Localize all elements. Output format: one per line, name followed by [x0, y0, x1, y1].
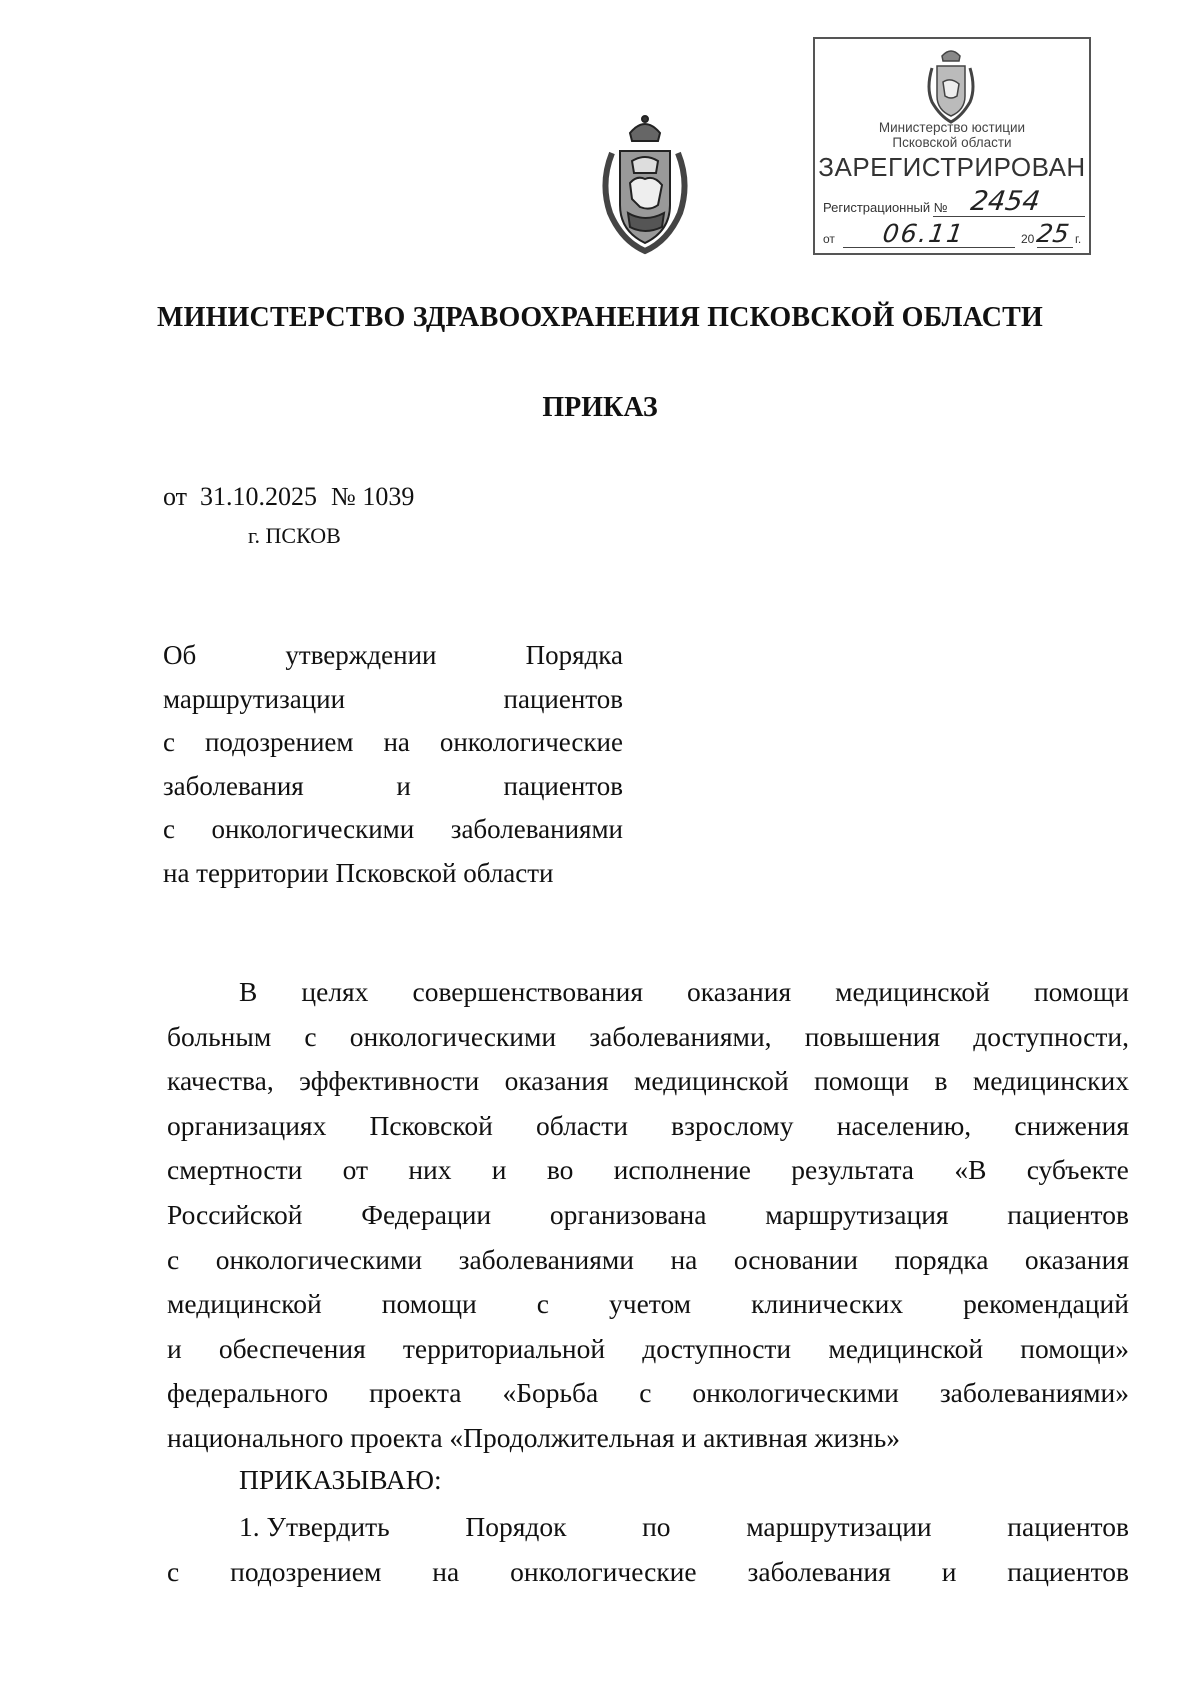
order-city: г. ПСКОВ: [248, 523, 341, 548]
stamp-registration-number-row: [823, 186, 1085, 217]
preamble-word: Федерации: [361, 1198, 492, 1230]
preamble-word: оказания: [504, 1065, 609, 1097]
item1-word: и: [941, 1555, 957, 1587]
preamble-word: области: [536, 1109, 628, 1141]
stamp-ministry-name: [815, 120, 1089, 150]
preamble-word: рекомендаций: [963, 1288, 1129, 1320]
preamble-line: [167, 1059, 1129, 1104]
stamp-ministry-line2: Псковской области: [892, 135, 1012, 150]
preamble-word: порядка: [894, 1243, 989, 1275]
subject-word: с: [163, 727, 175, 758]
preamble-word: населению,: [836, 1109, 972, 1141]
subject-word: Порядка: [525, 640, 623, 670]
preamble-word: маршрутизация: [765, 1198, 949, 1230]
subject-word: подозрением: [204, 727, 354, 758]
stamp-ministry-line1: Министерство юстиции: [878, 120, 1026, 135]
subject-line: [163, 765, 623, 809]
item1-word: заболевания: [747, 1555, 891, 1587]
preamble-word: субъекте: [1026, 1154, 1129, 1186]
preamble-word: помощи: [1033, 976, 1129, 1007]
preamble-word: заболеваниями,: [589, 1020, 772, 1052]
subject-line: [163, 808, 623, 852]
preamble-word: заболеваниями: [458, 1243, 634, 1275]
preamble-word: с: [639, 1377, 652, 1409]
preamble-line: [167, 1193, 1129, 1238]
preamble-word: исполнение: [613, 1154, 751, 1186]
preamble-word: с: [536, 1288, 549, 1320]
preamble-line: [167, 1327, 1129, 1372]
subject-last-line: на территории Псковской области: [163, 857, 554, 888]
item1-word: маршрутизации: [746, 1511, 932, 1542]
coat-of-arms-emblem: [592, 113, 698, 255]
stamp-date-row: [823, 219, 1085, 248]
preamble-word: «В: [954, 1154, 987, 1186]
subject-word: с: [163, 814, 175, 845]
order-number: № 1039: [331, 482, 415, 511]
document-type-title: ПРИКАЗ: [542, 392, 658, 423]
item1-word: Порядок: [465, 1511, 567, 1542]
preamble-line: [167, 1148, 1129, 1193]
preamble-word: обеспечения: [218, 1332, 366, 1364]
preamble-word: помощи: [381, 1288, 477, 1320]
item1-word: с: [167, 1555, 180, 1587]
preamble-word: совершенствования: [412, 976, 643, 1007]
preamble-word: и: [167, 1332, 182, 1364]
stamp-coat-of-arms-icon: [922, 44, 980, 124]
preamble-word: больным: [167, 1020, 272, 1052]
item1-word: пациентов: [1007, 1511, 1129, 1542]
preamble-word: и: [491, 1154, 507, 1186]
preamble-word: медицинской: [633, 1065, 789, 1097]
subject-word: заболеваниями: [450, 814, 623, 845]
preamble-word: оказания: [687, 976, 792, 1007]
preamble-word: качества,: [167, 1065, 274, 1097]
preamble-line: [167, 1238, 1129, 1283]
preamble-word: медицинских: [972, 1065, 1129, 1097]
preamble-word: в: [934, 1065, 948, 1097]
preamble-word: Российской: [167, 1198, 303, 1230]
subject-word: Об: [163, 640, 197, 670]
preamble-word: доступности: [642, 1332, 792, 1364]
stamp-reg-number: 2454: [968, 186, 1042, 217]
preamble-word: повышения: [804, 1020, 941, 1052]
order-date-number: [163, 482, 414, 512]
preamble-word: во: [546, 1154, 574, 1186]
preamble-word: с: [304, 1020, 317, 1052]
preamble-line: [167, 1371, 1129, 1416]
preamble-word: смертности: [167, 1154, 303, 1186]
subject-word: пациентов: [503, 683, 623, 714]
preamble-word: заболеваниями»: [939, 1377, 1129, 1409]
subject-word: на: [383, 727, 410, 758]
item1-word: по: [642, 1511, 671, 1542]
preamble-line: [167, 970, 1129, 1015]
item1-word: 1. Утвердить: [239, 1511, 390, 1542]
preamble-word: онкологическими: [215, 1243, 423, 1275]
preamble-line: [167, 1104, 1129, 1149]
preamble-word: В: [239, 976, 258, 1007]
item1-word: онкологические: [510, 1555, 697, 1587]
subject-word: пациентов: [503, 770, 623, 801]
preamble-line: [167, 1015, 1129, 1060]
preamble-word: помощи: [814, 1065, 910, 1097]
preamble-word: медицинской: [828, 1332, 984, 1364]
preamble-word: основании: [733, 1243, 858, 1275]
decree-heading: ПРИКАЗЫВАЮ:: [239, 1464, 442, 1495]
preamble-word: результата: [791, 1154, 915, 1186]
preamble-last-line: национального проекта «Продолжительная и активная жизнь»: [167, 1421, 901, 1453]
stamp-year-suffix: 25: [1034, 219, 1071, 248]
preamble-word: организована: [549, 1198, 707, 1230]
ministry-title: МИНИСТЕРСТВО ЗДРАВООХРАНЕНИЯ ПСКОВСКОЙ ОБЛАСТИ: [156, 302, 1044, 333]
order-date: от 31.10.2025: [163, 482, 318, 511]
subject-word: заболевания: [163, 770, 304, 801]
preamble-word: медицинской: [835, 976, 990, 1007]
registration-stamp: [813, 37, 1091, 255]
item1-line: [167, 1505, 1129, 1550]
preamble-word: клинических: [751, 1288, 904, 1320]
item1-word: на: [432, 1555, 460, 1587]
preamble-word: оказания: [1024, 1243, 1129, 1275]
preamble-word: эффективности: [299, 1065, 480, 1097]
stamp-year-unit: г.: [1075, 232, 1082, 246]
subject-line: [163, 678, 623, 722]
preamble-word: целях: [301, 976, 369, 1007]
preamble-word: онкологическими: [692, 1377, 899, 1409]
subject-word: утверждении: [285, 640, 437, 670]
preamble-paragraph: [167, 970, 1129, 1461]
subject-line: [163, 634, 623, 678]
preamble-word: от: [342, 1154, 369, 1186]
subject-word: маршрутизации: [163, 683, 346, 714]
subject-line: [163, 721, 623, 765]
subject-word: онкологические: [439, 727, 623, 758]
preamble-word: помощи»: [1020, 1332, 1129, 1364]
item1-word: подозрением: [230, 1555, 382, 1587]
preamble-word: медицинской: [167, 1288, 322, 1320]
order-item-1: [167, 1505, 1129, 1594]
preamble-word: Псковской: [369, 1109, 493, 1141]
item1-word: пациентов: [1007, 1555, 1129, 1587]
preamble-word: с: [167, 1243, 180, 1275]
item1-line: [167, 1550, 1129, 1595]
preamble-word: учетом: [609, 1288, 692, 1320]
preamble-word: территориальной: [402, 1332, 606, 1364]
preamble-word: онкологическими: [349, 1020, 557, 1052]
stamp-date-value: 06.11: [880, 219, 967, 248]
stamp-date-label: от: [823, 232, 835, 246]
preamble-line: [167, 1282, 1129, 1327]
preamble-word: снижения: [1014, 1109, 1129, 1141]
stamp-year-prefix: 20: [1021, 232, 1035, 246]
preamble-word: пациентов: [1007, 1198, 1129, 1230]
subject-word: онкологическими: [211, 814, 415, 845]
preamble-word: доступности,: [973, 1020, 1129, 1052]
stamp-reg-label: Регистрационный №: [823, 200, 948, 215]
preamble-word: взрослому: [671, 1109, 794, 1141]
preamble-word: проекта: [369, 1377, 462, 1409]
preamble-word: «Борьба: [502, 1377, 599, 1409]
subject-word: и: [396, 770, 411, 801]
preamble-word: них: [408, 1154, 452, 1186]
preamble-word: организациях: [167, 1109, 327, 1141]
preamble-word: на: [670, 1243, 698, 1275]
stamp-status: ЗАРЕГИСТРИРОВАН: [818, 152, 1086, 182]
order-subject: [163, 634, 623, 896]
preamble-word: федерального: [167, 1377, 329, 1409]
